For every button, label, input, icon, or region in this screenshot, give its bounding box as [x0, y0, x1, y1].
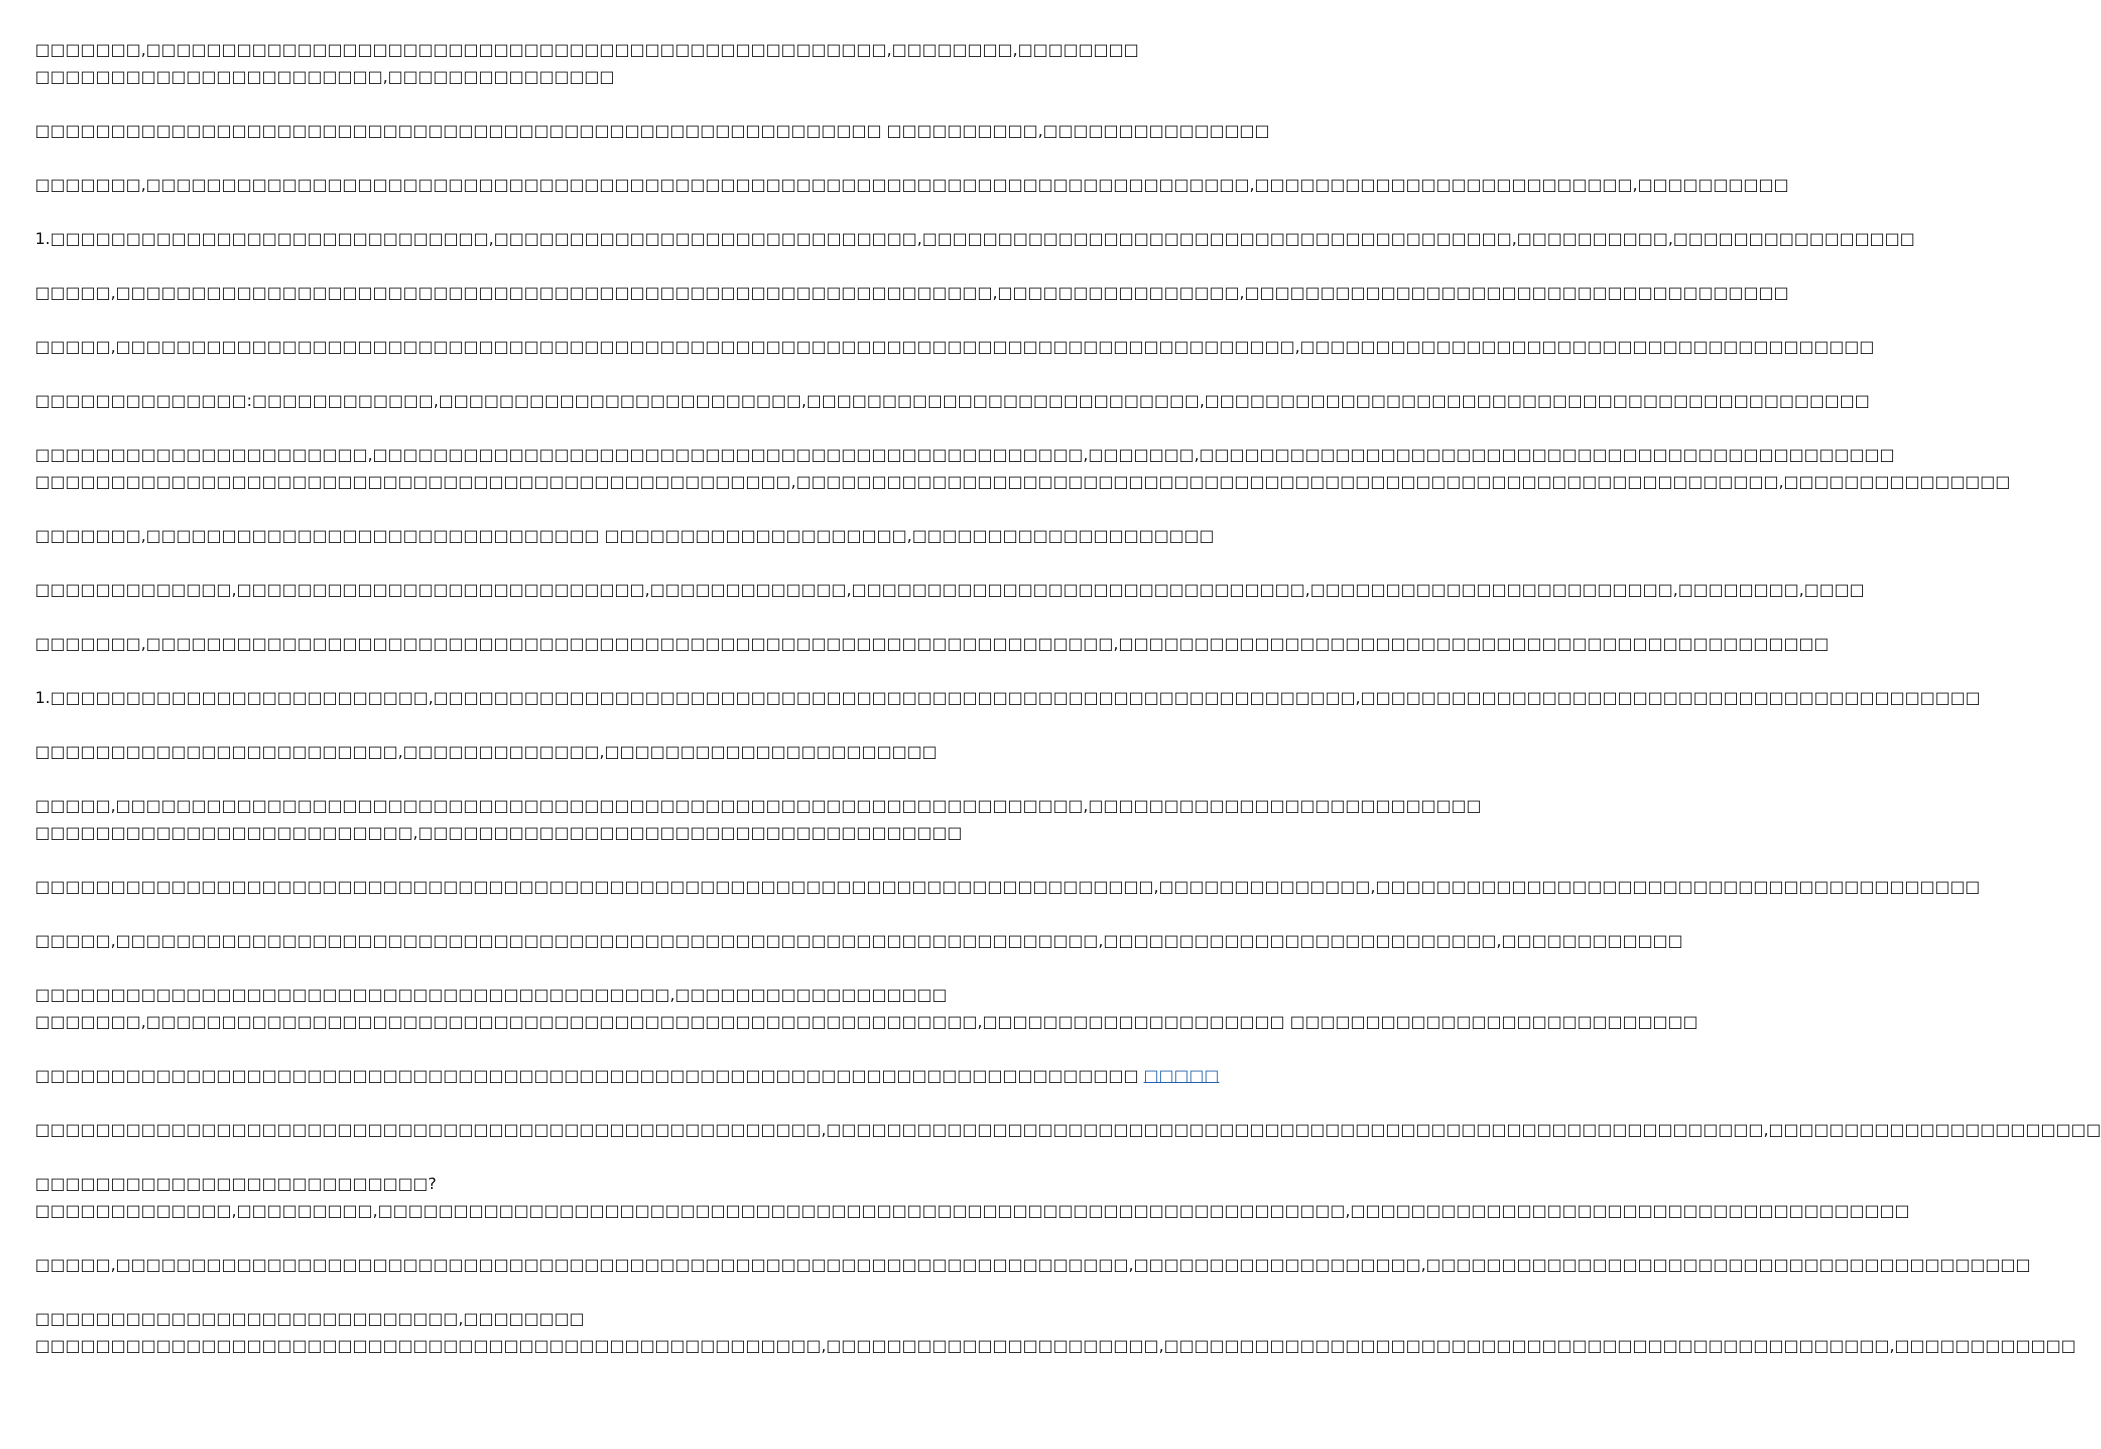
paragraph: [35, 1251, 2031, 1278]
paragraph: [35, 981, 1699, 1035]
paragraph: [35, 117, 1270, 144]
paragraph: [35, 171, 1789, 198]
paragraph: [35, 441, 2011, 495]
paragraph-line: □□□□□,□□□□□□□□□□□□□□□□□□□□□□□□□□□□□□□□□□□□□□□□□□□□□□□□□□□□□□□□□□□□□□□□□□□,□□□□□□□□□□□□□□□□□□□,□□□□□□□□□□□□□□□□□□□□□□□□□□□□□□□□□□□□□□□□: [35, 1255, 2031, 1274]
paragraph-line: □□□□□□□,□□□□□□□□□□□□□□□□□□□□□□□□□□□□□□□□□□□□□□□□□□□□□□□□□□□□□□□□□□□□□□□□,□□□□□□□□□□□□□□□□□□□□□□□□□□□□□□□□□□□□□□□□□□□□□□□: [35, 634, 1829, 653]
paragraph-line: □□□□□□□□□□□□□□□□□□□□□□□□□□□□□□□□□□□□□□□□□□□□□□□□□□□□□□□□□□□□□□□□□□□□□□□□□□,□□□□□□□□□□□□□□,□□□□□□□□□□□□□□□□□□□□□□□□□□□□□□□□□□□□□□□□: [35, 877, 1981, 896]
paragraph-line: 1.□□□□□□□□□□□□□□□□□□□□□□□□□,□□□□□□□□□□□□□□□□□□□□□□□□□□□□□□□□□□□□□□□□□□□□□□□□□□□□□□□□□□□□□,□□□□□□□□□□□□□□□□□□□□□□□□□□□□□□□□□□□□□□□□□: [35, 688, 1981, 707]
paragraph-line: □□□□□□□□□□□□□□□□□□□□□□□□□□□□□□□□□□□□□□□□□□,□□□□□□□□□□□□□□□□□□: [35, 985, 948, 1004]
paragraph-line: □□□□□□□□□□□□□□□□□□□□□□□□□□□□,□□□□□□□□: [35, 1309, 585, 1328]
paragraph-line: 1.□□□□□□□□□□□□□□□□□□□□□□□□□□□□□,□□□□□□□□□□□□□□□□□□□□□□□□□□□□,□□□□□□□□□□□□□□□□□□□□□□□□□□□□□□□□□□□□□□□,□□□□□□□□□□,□□□□□□□□□□□□□□□□: [35, 229, 1915, 248]
paragraph: [35, 1305, 2076, 1359]
paragraph-line: [35, 1062, 1220, 1089]
paragraph-line: □□□□□□□□□□□□□□:□□□□□□□□□□□□,□□□□□□□□□□□□□□□□□□□□□□□□,□□□□□□□□□□□□□□□□□□□□□□□□□□,□□□□□□□□□□□□□□□□□□□□□□□□□□□□□□□□□□□□□□□□□□□□: [35, 391, 1870, 410]
paragraph: [35, 279, 1789, 306]
paragraph-line: □□□□□□□,□□□□□□□□□□□□□□□□□□□□□□□□□□□□□□ □□□□□□□□□□□□□□□□□□□□,□□□□□□□□□□□□□□□□□□□□: [35, 526, 1215, 545]
paragraph: [35, 333, 1875, 360]
paragraph-line: □□□□□□□□□□□□□□□□□□□□□□□□□□□□□□□□□□□□□□□□□□□□□□□□□□□□,□□□□□□□□□□□□□□□□□□□□□□□□□□□□□□□□□□□□□□□□□□□□□□□□□□□□□□□□□□□□□□,□□□□□□□□□□□□□□□□□□□□□□: [35, 1120, 2101, 1139]
inline-link[interactable]: □□□□□: [1143, 1066, 1220, 1085]
paragraph: [35, 873, 1981, 900]
paragraph: [35, 387, 1870, 414]
paragraph-line: □□□□□□□□□□□□□□□□□□□□□□□□□,□□□□□□□□□□□□□□□□□□□□□□□□□□□□□□□□□□□□: [35, 823, 963, 842]
paragraph-line: □□□□□,□□□□□□□□□□□□□□□□□□□□□□□□□□□□□□□□□□□□□□□□□□□□□□□□□□□□□□□□□□□□□□□□□□□□□□□□□□□□□□,□□□□□□□□□□□□□□□□□□□□□□□□□□□□□□□□□□□□□□: [35, 337, 1875, 356]
paragraph: [35, 738, 989, 765]
paragraph-line: □□□□□□□□□□□□□,□□□□□□□□□,□□□□□□□□□□□□□□□□□□□□□□□□□□□□□□□□□□□□□□□□□□□□□□□□□□□□□□□□□□□□□□□□,□□□□□□□□□□□□□□□□□□□□□□□□□□□□□□□□□□□□□: [35, 1201, 1910, 1220]
paragraph: [35, 522, 1215, 549]
paragraph: [35, 630, 1829, 657]
paragraph-line: □□□□□,□□□□□□□□□□□□□□□□□□□□□□□□□□□□□□□□□□□□□□□□□□□□□□□□□□□□□□□□□□□□□□□□□,□□□□□□□□□□□□□□□□□□□□□□□□□□,□□□□□□□□□□□□: [35, 931, 1683, 950]
paragraph-line: □□□□□□□□□□□□□□□□□□□□□□□□□□□□□□□□□□□□□□□□□□□□□□□□□□□□□□□□ □□□□□□□□□□,□□□□□□□□□□□□□□□: [35, 121, 1270, 140]
paragraph-line: □□□□□,□□□□□□□□□□□□□□□□□□□□□□□□□□□□□□□□□□□□□□□□□□□□□□□□□□□□□□□□□□□□□□□□,□□□□□□□□□□□□□□□□□□□□□□□□□□: [35, 796, 1482, 815]
paragraph: [35, 1170, 1910, 1224]
paragraph: [35, 1062, 1220, 1089]
paragraph: [35, 1116, 2101, 1143]
paragraph: [35, 225, 1915, 252]
paragraph-line: □□□□□□□,□□□□□□□□□□□□□□□□□□□□□□□□□□□□□□□□□□□□□□□□□□□□□□□□□□□□□□□,□□□□□□□□□□□□□□□□□□□□ □□□□□□□□□□□□□□□□□□□□□□□□□□□: [35, 1012, 1699, 1031]
paragraph-line: □□□□□□□,□□□□□□□□□□□□□□□□□□□□□□□□□□□□□□□□□□□□□□□□□□□□□□□□□□□□□□□□□□□□□□□□□□□□□□□□□,□□□□□□□□□□□□□□□□□□□□□□□□□,□□□□□□□□□□: [35, 175, 1789, 194]
paragraph-line: □□□□□□□□□□□□□□□□□□□□□□□□□□?: [35, 1174, 437, 1193]
paragraph-line: □□□□□,□□□□□□□□□□□□□□□□□□□□□□□□□□□□□□□□□□□□□□□□□□□□□□□□□□□□□□□□□□,□□□□□□□□□□□□□□□□,□□□□□□□□□□□□□□□□□□□□□□□□□□□□□□□□□□□□: [35, 283, 1789, 302]
paragraph-line: □□□□□□□□□□□□□□□□□□□□□□□□□□□□□□□□□□□□□□□□□□□□□□□□□□□□,□□□□□□□□□□□□□□□□□□□□□□,□□□□□□□□□□□□□□□□□□□□□□□□□□□□□□□□□□□□□□□□□□□□□□□□,□□□□□□□□□□□□: [35, 1336, 2076, 1355]
paragraph-line: □□□□□□□□□□□□□,□□□□□□□□□□□□□□□□□□□□□□□□□□□,□□□□□□□□□□□□□,□□□□□□□□□□□□□□□□□□□□□□□□□□□□□□,□□□□□□□□□□□□□□□□□□□□□□□□,□□□□□□□□,□□□□: [35, 580, 1865, 599]
paragraph: [35, 684, 1981, 711]
paragraph: [35, 576, 1865, 603]
paragraph: [35, 927, 1683, 954]
paragraph-text: □□□□□□□□□□□□□□□□□□□□□□□□□□□□□□□□□□□□□□□□□□□□□□□□□□□□□□□□□□□□□□□□□□□□□□□□□: [35, 1066, 1139, 1085]
paragraph: [35, 36, 1139, 90]
paragraph-line: □□□□□□□□□□□□□□□□□□□□□□□□□□□□□□□□□□□□□□□□□□□□□□□□□□,□□□□□□□□□□□□□□□□□□□□□□□□□□□□□□□□□□□□□□□□□□□□□□□□□□□□□□□□□□□□□□□□□,□□□□□□□□□□□□□□□: [35, 472, 2011, 491]
paragraph-line: □□□□□□□□□□□□□□□□□□□□□□,□□□□□□□□□□□□□□□□□□□□□□□□□□□□□□□□□□□□□□□□□□□□□□□,□□□□□□□,□□□□□□□□□□□□□□□□□□□□□□□□□□□□□□□□□□□□□□□□□□□□□□: [35, 445, 1895, 464]
paragraph-line: □□□□□□□□□□□□□□□□□□□□□□□,□□□□□□□□□□□□□□□: [35, 67, 615, 86]
paragraph: [35, 792, 1482, 846]
paragraph-line: □□□□□□□□□□□□□□□□□□□□□□□□,□□□□□□□□□□□□□,□□□□□□□□□□□□□□□□□□□□□□: [35, 742, 938, 761]
paragraph-line: □□□□□□□,□□□□□□□□□□□□□□□□□□□□□□□□□□□□□□□□□□□□□□□□□□□□□□□□□,□□□□□□□□,□□□□□□□□: [35, 40, 1139, 59]
